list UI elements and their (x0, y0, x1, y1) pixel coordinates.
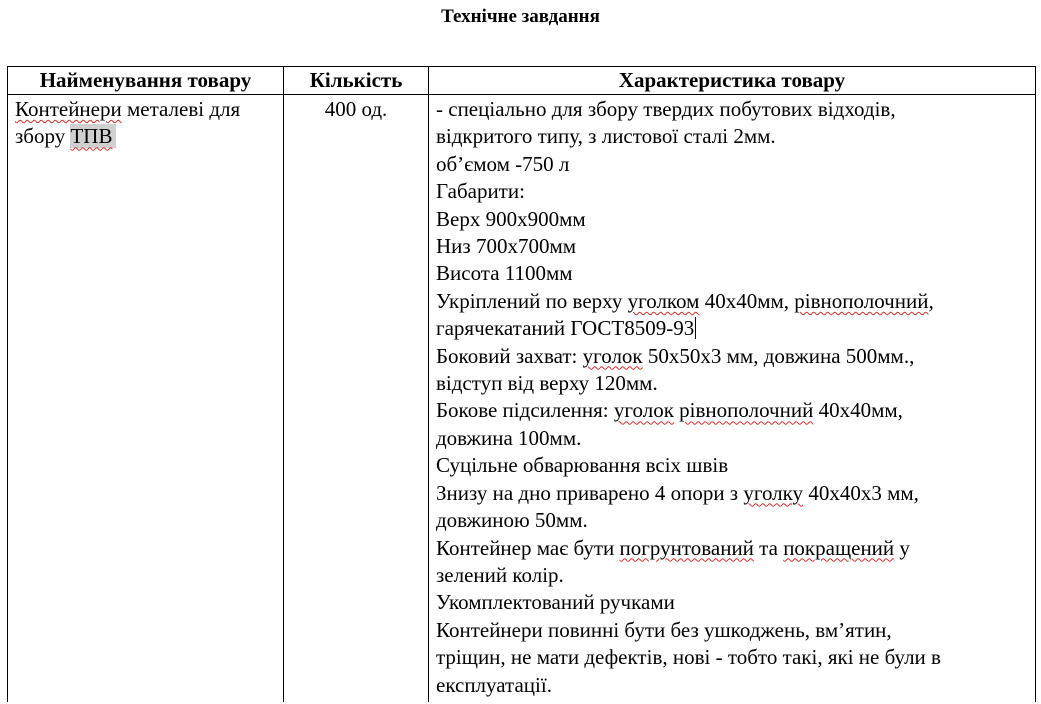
text-spellcheck: рівнополочний (679, 398, 814, 423)
text: Боковий захват: (436, 343, 583, 368)
header-characteristics[interactable]: Характеристика товару (429, 67, 1036, 95)
product-name-text: металеві для (121, 97, 241, 121)
text: Знизу на дно приварено 4 опори з (436, 480, 744, 505)
spec-line: експлуатації. (436, 672, 552, 697)
spec-line-dimensions-heading: Габарити: (436, 179, 525, 204)
text-spellcheck: уголку (743, 480, 804, 505)
spec-line-painting (436, 535, 1028, 562)
cell-quantity[interactable] (284, 95, 429, 703)
spec-line: довжина 100мм. (436, 425, 582, 450)
text-cursor (695, 317, 696, 339)
text-spellcheck: уголок (613, 398, 674, 423)
spec-line-top-size: Верх 900х900мм (436, 206, 586, 231)
product-name-abbr: ТПВ (70, 124, 116, 148)
text: 40х40мм, (813, 398, 903, 423)
spec-line-supports (436, 480, 1028, 507)
spec-line-reinforcement (436, 288, 1028, 315)
text: Бокове підсилення: (436, 398, 614, 423)
header-quantity[interactable]: Кількість (284, 67, 429, 95)
spec-line-bottom-size: Низ 700х700мм (436, 234, 577, 259)
spec-line: тріщин, не мати дефектів, нові - тобто такі, які не були в (436, 645, 941, 670)
product-name-text-2: збору (15, 124, 71, 149)
document-title: Технічне завдання (441, 6, 600, 27)
text: гарячекатаний ГОСТ8509-93 (436, 316, 695, 341)
product-name-word-containers: Контейнери (15, 97, 122, 121)
spec-line: - спеціально для збору твердих побутових відходів, (436, 97, 896, 121)
spec-line-side-grip (436, 343, 1028, 370)
spec-line-handles: Укомплектований ручками (436, 590, 675, 615)
text: Контейнер має бути (436, 535, 620, 560)
text: та (753, 535, 784, 560)
spec-line-welding: Суцільне обварювання всіх швів (436, 453, 729, 478)
spec-line: довжиною 50мм. (436, 508, 588, 533)
technical-spec-table (7, 66, 1036, 702)
spec-line: відступ від верху 120мм. (436, 371, 658, 396)
text: 40х40х3 мм, (803, 480, 919, 505)
spec-line-height: Висота 1100мм (436, 261, 573, 286)
text: , (928, 288, 934, 313)
cell-characteristics[interactable] (429, 95, 1036, 703)
text-spellcheck: уголком (627, 288, 700, 313)
text: у (894, 535, 910, 560)
spec-line: відкритого типу, з листової сталі 2мм. (436, 124, 776, 149)
text-spellcheck: рівнополочний (794, 288, 929, 313)
spec-line-side-reinforcement (436, 397, 1028, 424)
text-spellcheck: уголок (582, 343, 643, 368)
table-row (8, 95, 1036, 703)
table-header-row (8, 67, 1036, 95)
cell-product-name[interactable] (8, 95, 284, 703)
text: 50х50х3 мм, довжина 500мм., (642, 343, 915, 368)
spec-line-standard (436, 315, 1028, 342)
spec-line-volume: об’ємом -750 л (436, 151, 570, 176)
spec-line: зелений колір. (436, 562, 564, 587)
text-spellcheck: покращений (783, 535, 895, 560)
text: Укріплений по верху (436, 288, 628, 313)
quantity-value: 400 од. (324, 97, 388, 121)
text-spellcheck: погрунтований (619, 535, 754, 560)
spec-line-condition: Контейнери повинні бути без ушкоджень, вм’ятин, (436, 617, 892, 642)
header-product-name[interactable]: Найменування товару (8, 67, 284, 95)
text: 40х40мм, (699, 288, 795, 313)
